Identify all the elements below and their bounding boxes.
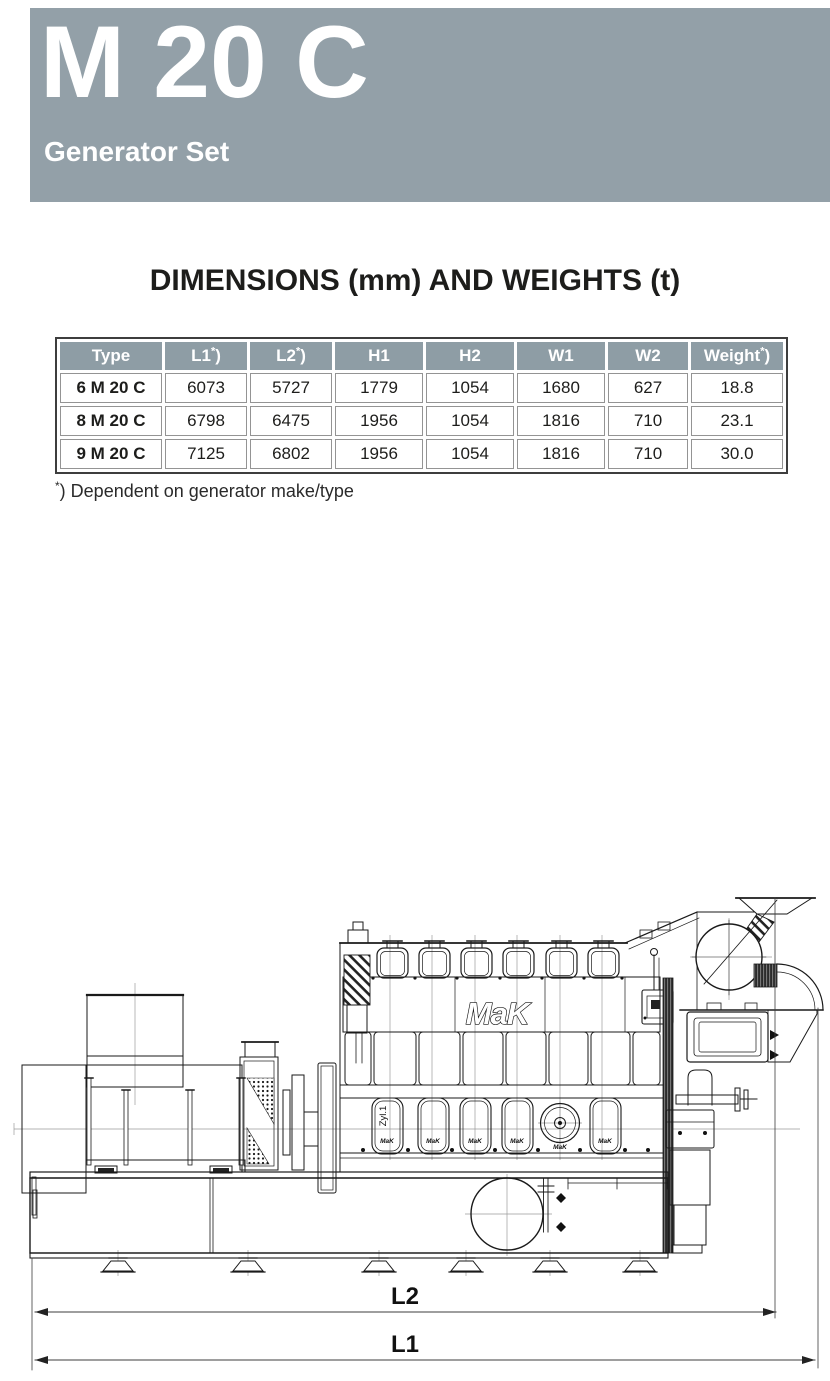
svg-text:MaK: MaK (510, 1138, 524, 1145)
table-row (60, 439, 783, 469)
cell-w2: 627 (608, 373, 688, 403)
cylinder-head-covers (371, 941, 623, 980)
cell-h1: 1779 (335, 373, 423, 403)
cylinder1-label: Zyl.1 (378, 1105, 389, 1127)
centerlines (14, 918, 800, 1276)
base-frame-drawing (30, 1172, 668, 1272)
valve-caps (383, 941, 613, 948)
dim-label-l1: L1 (390, 1331, 420, 1358)
column-header-type: Type (60, 342, 162, 370)
cell-w2: 710 (608, 439, 688, 469)
genset-side-view (0, 860, 830, 1381)
cell-l1: 7125 (165, 439, 247, 469)
dimension-l1 (35, 1356, 815, 1364)
column-header-weight: Weight*) (691, 342, 783, 370)
column-header-l2: L2*) (250, 342, 332, 370)
footnote: *) Dependent on generator make/type (55, 479, 354, 501)
table-header-row (60, 342, 783, 370)
cell-l2: 6475 (250, 406, 332, 436)
pump-piping-drawing (666, 1070, 757, 1253)
turbocharger-drawing (625, 898, 823, 1062)
cell-w1: 1816 (517, 406, 605, 436)
page-subtitle: Generator Set (44, 136, 230, 167)
dimensions-table (55, 337, 788, 474)
svg-text:MaK: MaK (553, 1144, 567, 1151)
cell-l2: 6802 (250, 439, 332, 469)
cell-h2: 1054 (426, 406, 514, 436)
cell-w2: 710 (608, 406, 688, 436)
cell-type: 8 M 20 C (60, 406, 162, 436)
crankcase-doors (372, 1098, 621, 1154)
column-header-h1: H1 (335, 342, 423, 370)
cell-type: 6 M 20 C (60, 373, 162, 403)
column-header-h2: H2 (426, 342, 514, 370)
column-header-w1: W1 (517, 342, 605, 370)
cell-weight: 18.8 (691, 373, 783, 403)
cell-l1: 6073 (165, 373, 247, 403)
cell-w1: 1816 (517, 439, 605, 469)
table-row (60, 406, 783, 436)
svg-text:MaK: MaK (598, 1138, 612, 1145)
cell-l2: 5727 (250, 373, 332, 403)
cell-weight: 23.1 (691, 406, 783, 436)
cell-w1: 1680 (517, 373, 605, 403)
camshaft-cover-panels (345, 1032, 660, 1085)
column-header-w2: W2 (608, 342, 688, 370)
cell-l1: 6798 (165, 406, 247, 436)
page-title: M 20 C (40, 5, 369, 119)
cell-h1: 1956 (335, 439, 423, 469)
brand-logo-text: MaK (465, 996, 529, 1031)
column-header-l1: L1*) (165, 342, 247, 370)
cell-h2: 1054 (426, 439, 514, 469)
cell-h1: 1956 (335, 406, 423, 436)
coupling-drawing (283, 1063, 336, 1193)
section-title: DIMENSIONS (mm) AND WEIGHTS (t) (149, 264, 681, 297)
dim-label-l2: L2 (390, 1283, 420, 1310)
table-row (60, 373, 783, 403)
svg-text:MaK: MaK (426, 1138, 440, 1145)
generator-drawing (22, 995, 245, 1215)
header-banner (30, 5, 830, 202)
cell-weight: 30.0 (691, 439, 783, 469)
svg-text:MaK: MaK (468, 1138, 482, 1145)
svg-text:MaK: MaK (380, 1138, 394, 1145)
engine-front-end (344, 922, 370, 1063)
genset-technical-drawing (0, 860, 830, 1381)
cell-h2: 1054 (426, 373, 514, 403)
air-cooler-housing (240, 1042, 278, 1170)
cell-type: 9 M 20 C (60, 439, 162, 469)
